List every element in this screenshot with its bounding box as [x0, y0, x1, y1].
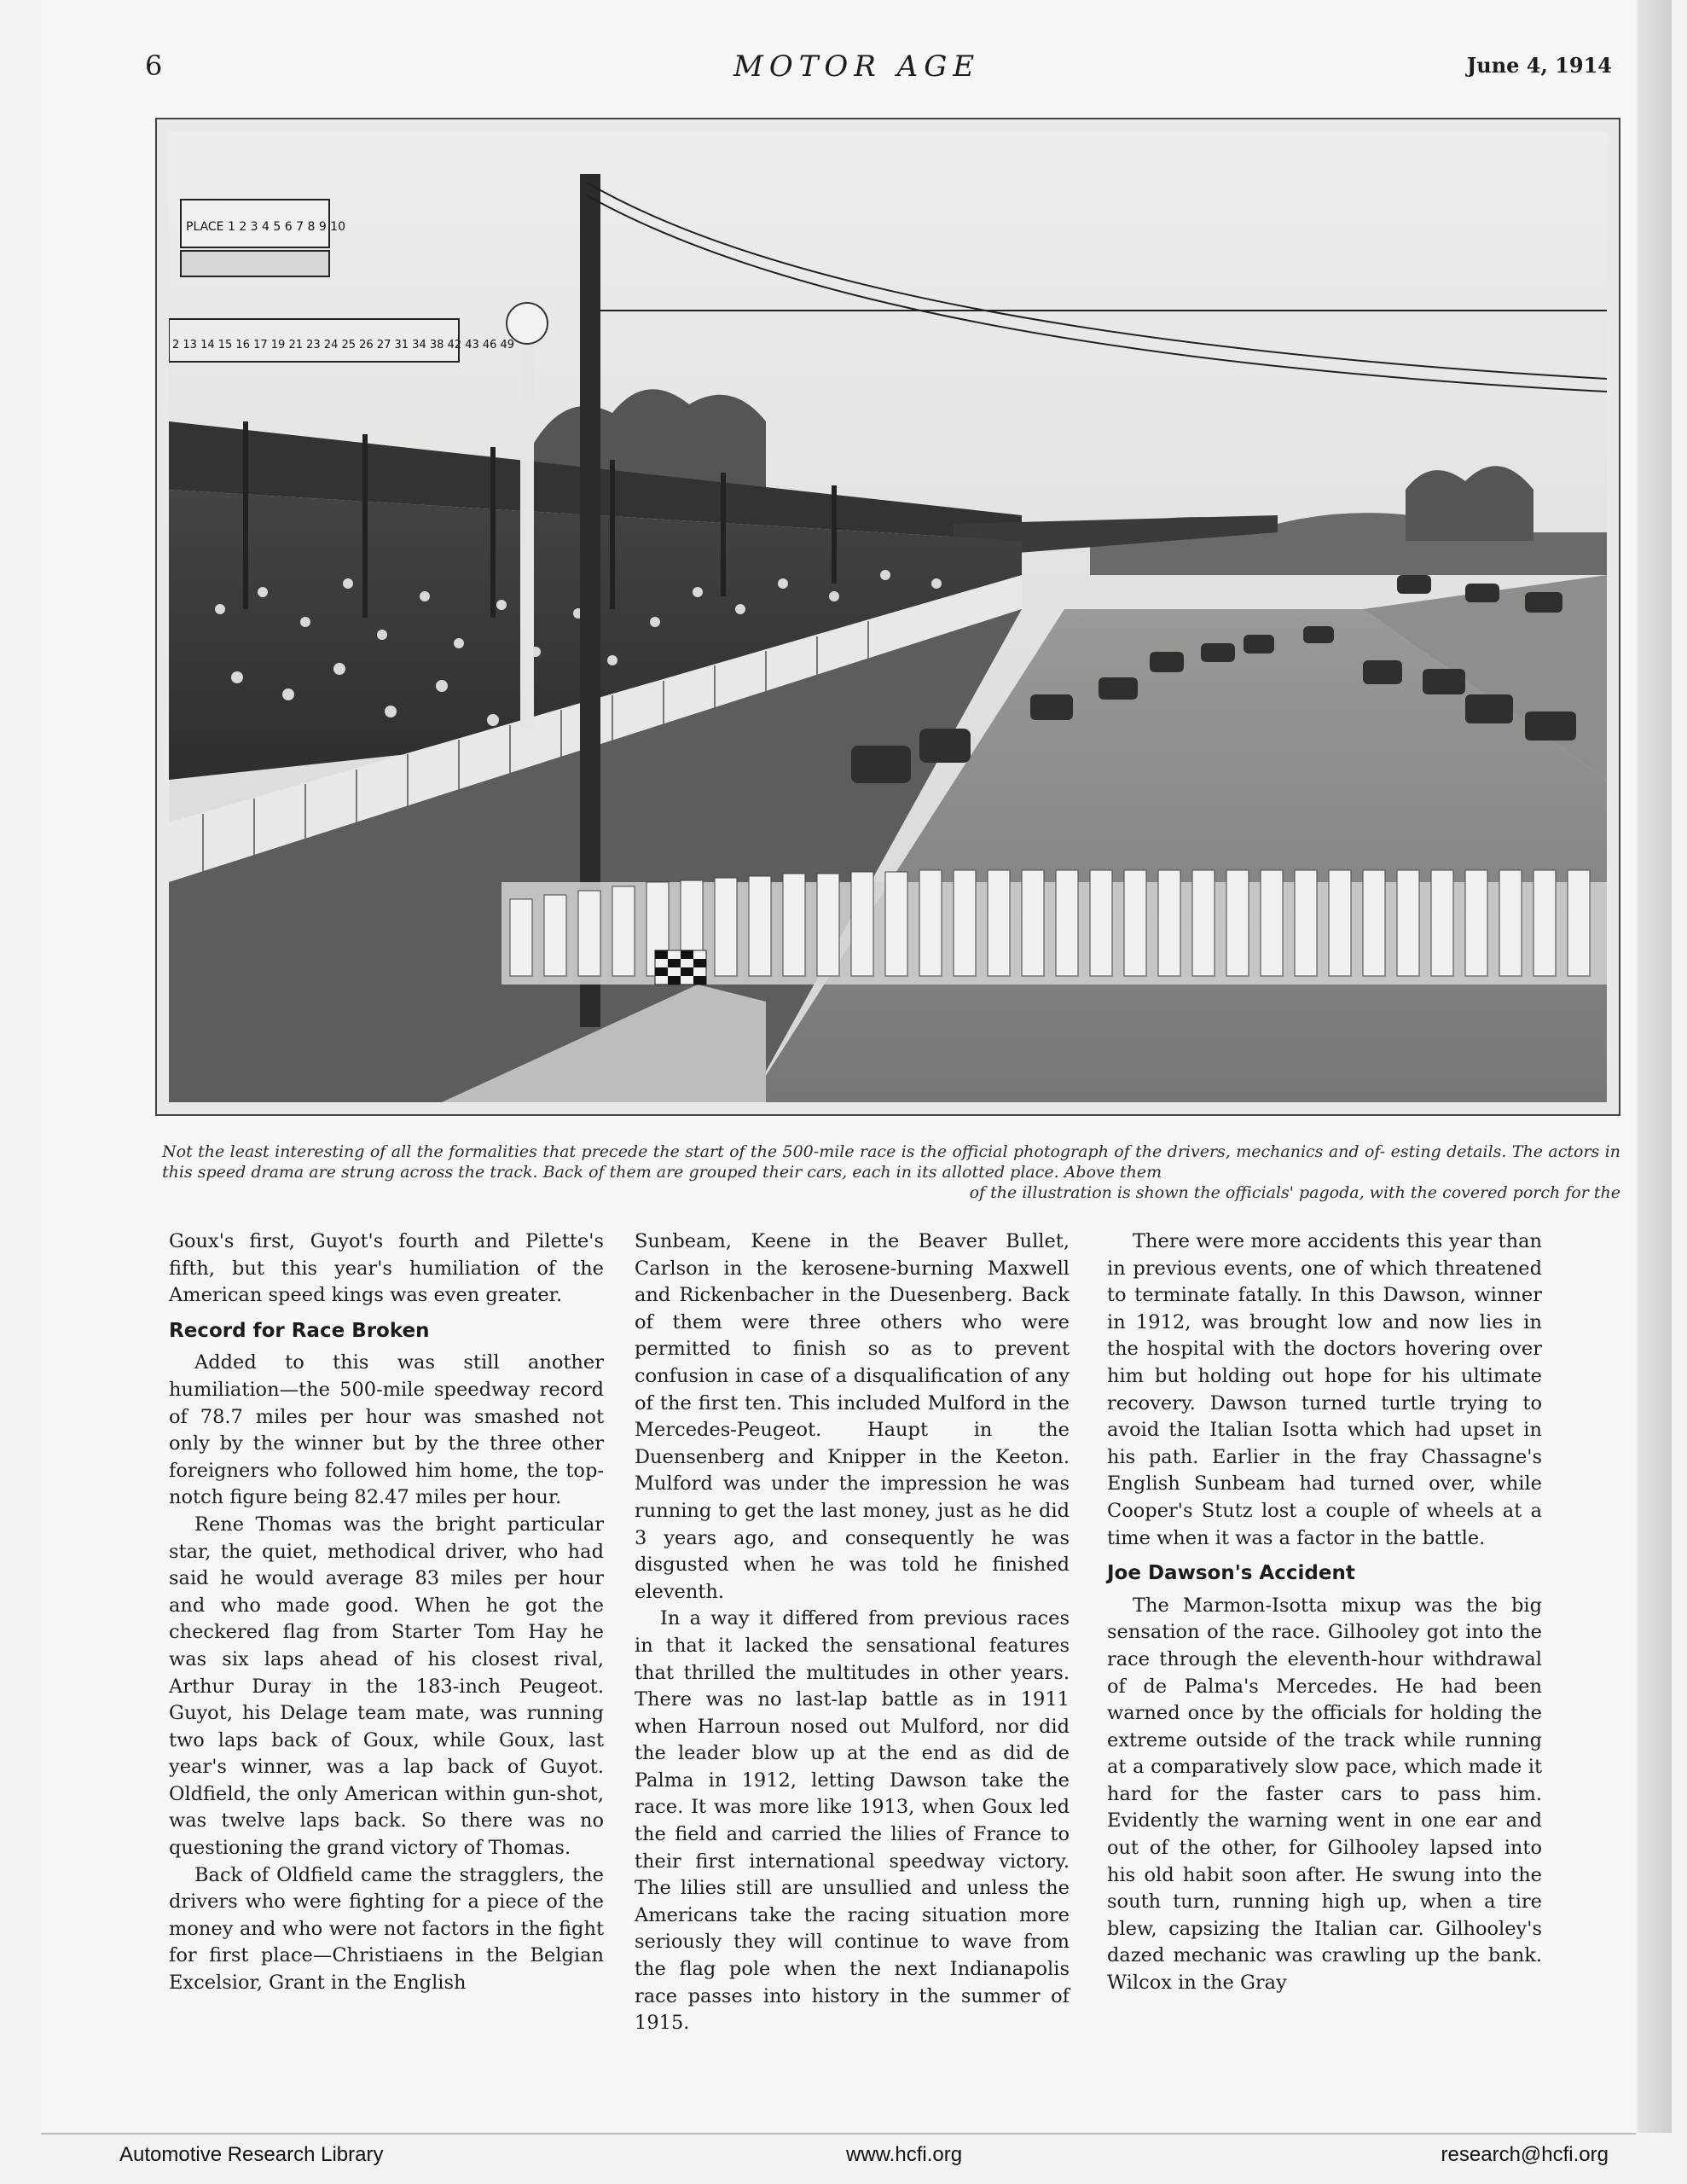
page-footer [0, 2143, 1687, 2177]
article-column-2 [635, 1228, 1070, 2037]
paragraph: Back of Oldfield came the stragglers, the drivers who were fighting for a piece of the money and who were not factors in the fight for first place—Christiaens in the Belgian Excelsior, Grant in the English [169, 1863, 604, 1995]
caption-line-3: of the illustration is shown the officials' pagoda, with the covered porch for the [969, 1183, 1620, 1202]
page-header [145, 49, 1612, 92]
article-column-1 [169, 1228, 604, 1997]
magazine-title: MOTOR AGE [733, 49, 981, 84]
paragraph: Added to this was still another humiliation—the 500-mile speedway record of 78.7 miles per hour was smashed not only by the winner but by the three other foreigners who followed him home, the top-notch figure being 82.47 miles per hour. [169, 1351, 604, 1509]
race-start-photograph [169, 131, 1607, 1102]
paragraph: The Marmon-Isotta mixup was the big sensation of the race. Gilhooley got into the race through the eleventh-hour withdrawal of de Palma's Mercedes. He had been warned once by the officials for holding the extreme outside of the track while running at a comparatively slow pace, which made it hard for the faster cars to pass him. Evidently the warning went in one ear and out of the other, for Gilhooley lapsed into his old habit soon after. He swung into the south turn, running high up, when a tire blew, capsizing the Italian car. Gilhooley's dazed mechanic was crawling up the bank. Wilcox in the Gray [1107, 1594, 1542, 1995]
footer-divider [41, 2133, 1636, 2135]
section-heading: Record for Race Broken [169, 1319, 430, 1342]
paragraph: Goux's first, Guyot's fourth and Pilette's fifth, but this year's humiliation of the American speed kings was even greater. [169, 1230, 604, 1307]
issue-date: June 4, 1914 [1466, 53, 1612, 78]
scoreboard-car-numbers: 2 13 14 15 16 17 19 21 23 24 25 26 27 31 34 38 42 43 46 49 [172, 339, 515, 351]
photo-frame [155, 118, 1620, 1116]
photo-caption [162, 1141, 1620, 1203]
caption-line-1: Not the least interesting of all the formalities that precede the start of the 500-mile race is the official photograph of the drivers, mechanics and of- [162, 1142, 1386, 1161]
paragraph: Rene Thomas was the bright particular star, the quiet, methodical driver, who had said he would average 83 miles per hour and who made good. When he got the checkered flag from Starter Tom Hay he was six laps ahead of his closest rival, Arthur Duray in the 183-inch Peugeot. Guyot, his Delage team mate, was running two laps back of Goux, while Goux, last year's winner, was a lap back of Guyot. Oldfield, the only American within gun-shot, was twelve laps back. So there was no questioning the grand victory of Thomas. [169, 1513, 604, 1860]
footer-library-name: Automotive Research Library [119, 2143, 384, 2166]
paragraph: In a way it differed from previous races in that it lacked the sensational features that thrilled the multitudes in other years. There was no last-lap battle as in 1911 when Harroun nosed out Mulford, nor did the leader blow up at the end as did de Palma in 1912, letting Dawson take the race. It was more like 1913, when Goux led the field and carried the lilies of France to their first international speedway victory. The lilies still are unsullied and unless the Americans take the racing situation more seriously they will continue to wave from the flag pole when the next Indianapolis race passes into history in the summer of 1915. [635, 1607, 1070, 2035]
binding-edge [1638, 0, 1672, 2133]
footer-website-link[interactable]: www.hcfi.org [846, 2143, 963, 2166]
paragraph: There were more accidents this year than in previous events, one of which threatened to terminate fatally. In this Dawson, winner in 1912, was brought low and now lies in the hospital with the doctors hovering over him but holding out hope for his ultimate recovery. Dawson turned turtle trying to avoid the Italian Isotta which had upset in his path. Earlier in the fray Chassagne's English Sunbeam had turned over, while Cooper's Stutz lost a couple of wheels at a time when it was a factor in the battle. [1107, 1230, 1542, 1549]
caption-line-2: esting details. The actors in this speed drama are strung across the track. Back of them are grouped their cars, each in its allotted place. Above them [162, 1142, 1621, 1182]
section-heading: Joe Dawson's Accident [1107, 1562, 1355, 1585]
page-number: 6 [145, 49, 163, 82]
scoreboard-top-digits: PLACE 1 2 3 4 5 6 7 8 9 10 [186, 220, 345, 234]
article-column-3 [1107, 1228, 1542, 1997]
paragraph: Sunbeam, Keene in the Beaver Bullet, Carlson in the kerosene-burning Maxwell and Rickenbacher in the Duesenberg. Back of them were three others who were permitted to finish so as to prevent confusion in case of a disqualification of any of the first ten. This included Mulford in the Mercedes-Peugeot. Haupt in the Duensenberg and Knipper in the Keeton. Mulford was under the impression he was running to get the last money, just as he did 3 years ago, and consequently he was disgusted when he was told he finished eleventh. [635, 1230, 1070, 1603]
footer-email-link[interactable]: research@hcfi.org [1441, 2143, 1609, 2166]
